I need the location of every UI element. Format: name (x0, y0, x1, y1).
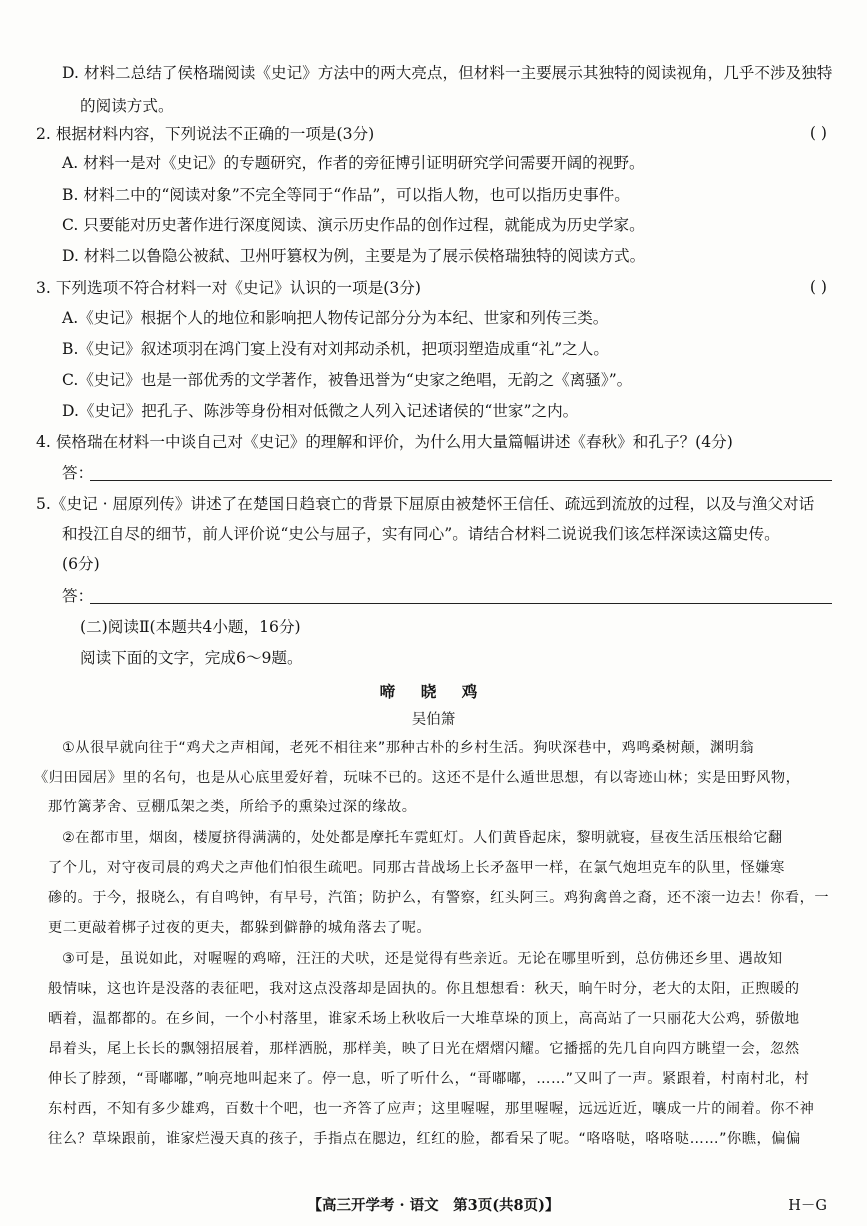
section2-heading: (二)阅读Ⅱ(本题共4小题，16分) (80, 618, 301, 636)
passage-p3-line7: 往么？草垛跟前，谁家烂漫天真的孩子，手指点在腮边，红红的脸，都看呆了呢。“咯咯哒，咯咯哒……”你瞧，偏偏 (48, 1131, 801, 1147)
q3-stem: 3. 下列选项不符合材料一对《史记》认识的一项是(3分) (36, 279, 421, 297)
section2-instruction: 阅读下面的文字，完成6～9题。 (80, 649, 303, 667)
q2-option-d: D. 材料二以鲁隐公被弑、卫州吁篡权为例，主要是为了展示侯格瑞独特的阅读方式。 (62, 247, 646, 265)
q4-answer-label: 答： (62, 464, 94, 482)
q2-option-c: C. 只要能对历史著作进行深度阅读、演示历史作品的创作过程，就能成为历史学家。 (62, 216, 645, 234)
passage-p2-line3: 碜的。于今，报晓么，有自鸣钟，有早号，汽笛；防护么，有警察，红头阿三。鸡狗禽兽之裔，还不滚一边去！你看，一 (48, 890, 830, 906)
q4-stem: 4. 侯格瑞在材料一中谈自己对《史记》的理解和评价，为什么用大量篇幅讲述《春秋》和孔子？(4分) (36, 433, 733, 451)
passage-author: 吴伯箫 (411, 712, 456, 728)
q2-answer-paren[interactable]: ( ) (809, 124, 827, 142)
passage-p3-line5: 伸长了脖颈，“哥嘟嘟，”响亮地叫起来了。停一息，听了听什么，“哥嘟嘟，……”又叫了一声。紧跟着，村南村北，村 (48, 1071, 810, 1087)
passage-p1-line1: ①从很早就向往于“鸡犬之声相闻，老死不相往来”那种古朴的乡村生活。狗吠深巷中，鸡鸣桑树颠，渊明翁 (62, 740, 755, 756)
passage-title: 啼 晓 鸡 (379, 682, 488, 701)
q1-option-d-line1: D. 材料二总结了侯格瑞阅读《史记》方法中的两大亮点，但材料一主要展示其独特的阅读视角，几乎不涉及独特 (62, 64, 833, 82)
q3-answer-paren[interactable]: ( ) (809, 278, 827, 296)
passage-p2-line4: 更二更敲着梆子过夜的更夫，都躲到僻静的城角落去了呢。 (48, 920, 432, 936)
q4-answer-line[interactable] (90, 480, 832, 481)
passage-p3-line4: 昂着头，尾上长长的飘翎招展着，那样洒脱，那样美，映了日光在熠熠闪耀。它播摇的先几自向四方眺望一会，忽然 (48, 1041, 800, 1057)
q3-option-a: A.《史记》根据个人的地位和影响把人物传记部分分为本纪、世家和列传三类。 (62, 309, 609, 327)
q5-stem-line2: 和投江自尽的细节，前人评价说“史公与屈子，实有同心”。请结合材料二说说我们该怎样深读这篇史传。 (62, 525, 780, 543)
q2-stem: 2. 根据材料内容，下列说法不正确的一项是(3分) (36, 125, 375, 143)
page-footer: 【高三开学考 · 语文 第3页(共8页)】 (307, 1197, 560, 1214)
passage-p3-line6: 东村西，不知有多少雄鸡，百数十个吧，也一齐答了应声；这里喔喔，那里喔喔，远远近近，嚷成一片的闹着。你不神 (48, 1101, 815, 1117)
passage-p3-line1: ③可是，虽说如此，对喔喔的鸡啼，汪汪的犬吠，还是觉得有些亲近。无论在哪里听到，总仿佛还乡里、遇故知 (62, 951, 783, 967)
passage-p1-line3: 那竹篱茅舍、豆棚瓜架之类，所给予的熏染过深的缘故。 (48, 799, 417, 815)
q2-option-b: B. 材料二中的“阅读对象”不完全等同于“作品”，可以指人物，也可以指历史事件。 (62, 186, 630, 204)
q5-stem-line1: 5.《史记 · 屈原列传》讲述了在楚国日趋衰亡的背景下屈原由被楚怀王信任、疏远到流放的过程，以及与渔父对话 (36, 495, 815, 513)
q5-answer-line[interactable] (90, 603, 832, 604)
q3-option-b: B.《史记》叙述项羽在鸿门宴上没有对刘邦动杀机，把项羽塑造成重“礼”之人。 (62, 340, 609, 358)
q1-option-d-line2: 的阅读方式。 (80, 97, 174, 115)
passage-p3-line2: 般情味，这也许是没落的表征吧，我对这点没落却是固执的。你且想想看：秋天，晌午时分，老大的太阳，正煦暖的 (48, 981, 800, 997)
q2-option-a: A. 材料一是对《史记》的专题研究，作者的旁征博引证明研究学问需要开阔的视野。 (62, 154, 645, 172)
paper-code: H－G (788, 1198, 827, 1214)
q3-option-c: C.《史记》也是一部优秀的文学著作，被鲁迅誉为“史家之绝唱，无韵之《离骚》”。 (62, 371, 633, 389)
passage-p2-line1: ②在都市里，烟囱，楼厦挤得满满的，处处都是摩托车霓虹灯。人们黄昏起床，黎明就寝，昼夜生活压根给它翻 (62, 830, 783, 846)
q5-answer-label: 答： (62, 587, 94, 605)
q3-option-d: D.《史记》把孔子、陈涉等身份相对低微之人列入记述诸侯的“世家”之内。 (62, 402, 579, 420)
passage-p3-line3: 晒着，温都都的。在乡间，一个小村落里，谁家禾场上秋收后一大堆草垛的顶上，高高站了一只丽花大公鸡，骄傲地 (48, 1011, 800, 1027)
passage-p1-line2: 《归田园居》里的名句，也是从心底里爱好着，玩味不已的。这还不是什么遁世思想，有以寄迹山林；实是田野风物， (34, 770, 801, 786)
q5-stem-line3: (6分) (62, 555, 100, 573)
passage-p2-line2: 了个儿，对守夜司晨的鸡犬之声他们怕很生疏吧。同那古昔战场上长矛盔甲一样，在氯气炮坦克车的队里，怪嫌寒 (48, 860, 785, 876)
